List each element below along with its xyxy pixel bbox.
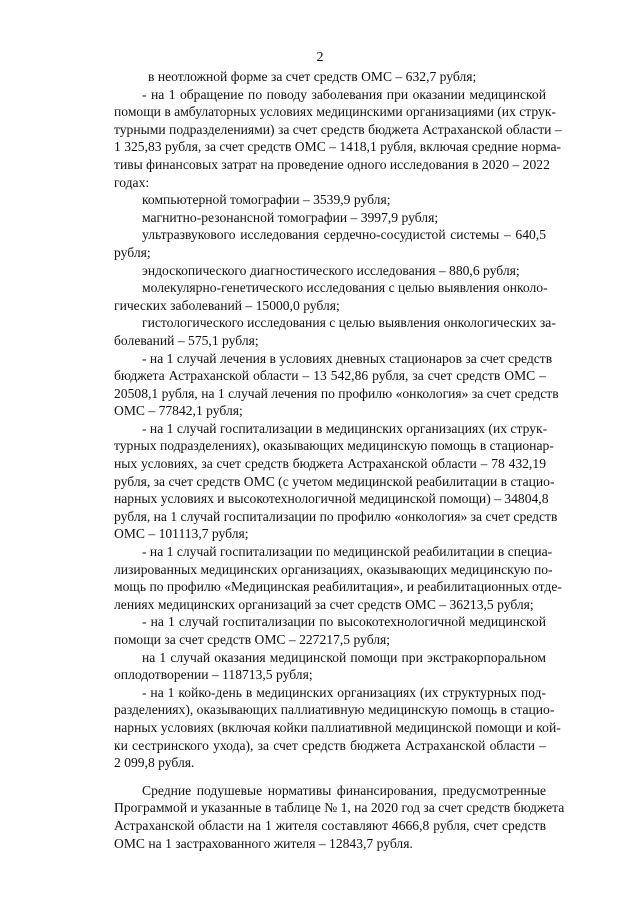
text-line: ки сестринского ухода), за счет средств бюджета Астраханской области –: [114, 737, 546, 753]
paragraph: [114, 613, 546, 648]
paragraph: [114, 420, 558, 543]
text-line: болеваний – 575,1 рубля;: [114, 332, 259, 348]
text-line: лениях медицинских организаций за счет средств ОМС – 36213,5 рубля;: [114, 596, 534, 612]
text-line: гических заболеваний – 15000,0 рубля;: [114, 297, 340, 313]
document-body: [114, 68, 565, 852]
text-line: на 1 случай оказания медицинской помощи при экстракорпоральном: [142, 649, 546, 665]
text-line: рубля;: [114, 244, 151, 260]
text-line: 20508,1 рубля, на 1 случай лечения по профилю «онкология» за счет средств: [114, 385, 559, 401]
text-line: бюджета Астраханской области – 13 542,86 рубля, за счет средств ОМС –: [114, 368, 546, 384]
text-line: в неотложной форме за счет средств ОМС – 632,7 рубля;: [148, 69, 477, 84]
text-line: 1 325,83 рубля, за счет средств ОМС – 1418,1 рубля, включая средние норма-: [114, 139, 562, 155]
text-line: турными подразделениями) за счет средств бюджета Астраханской области –: [114, 121, 562, 137]
paragraph: [114, 543, 562, 613]
paragraph: [114, 684, 561, 772]
text-line: ОМС на 1 застрахованного жителя – 12843,7 рубля.: [114, 835, 413, 851]
text-line: - на 1 случай госпитализации по высокотехнологичной медицинской: [142, 614, 546, 630]
text-line: нарных условиях и высокотехнологичной медицинской помощи) – 34804,8: [114, 491, 549, 507]
paragraph: [114, 649, 546, 684]
text-line: Средние подушевые нормативы финансирования, предусмотренные: [142, 782, 546, 798]
paragraph: [114, 782, 565, 852]
text-line: разделениях), оказывающих паллиативную медицинскую помощь в стацио-: [114, 702, 555, 718]
text-line: помощи за счет средств ОМС – 227217,5 рубля;: [114, 632, 391, 647]
text-line: помощи в амбулаторных условиях медицинскими организациями (их струк-: [114, 104, 556, 120]
text-line: - на 1 случай госпитализации в медицинских организациях (их струк-: [142, 420, 548, 436]
text-line: Программой и указанные в таблице № 1, на 2020 год за счет средств бюджета: [114, 800, 565, 816]
text-line: оплодотворении – 118713,5 рубля;: [114, 667, 313, 683]
paragraph: [114, 279, 546, 314]
text-line: - на 1 койко-день в медицинских организациях (их структурных под-: [142, 684, 546, 700]
text-line: годах:: [114, 174, 150, 190]
text-line: - на 1 случай лечения в условиях дневных стационаров за счет средств: [142, 350, 553, 366]
text-line: тивы финансовых затрат на проведение одного исследования в 2020 – 2022: [114, 156, 550, 172]
text-line: ультразвукового исследования сердечно-сосудистой системы – 640,5: [142, 227, 546, 243]
text-line: магнитно-резонансной томографии – 3997,9 рубля;: [142, 209, 439, 225]
text-line: - на 1 случай госпитализации по медицинской реабилитации в специа-: [142, 544, 553, 560]
text-line: - на 1 обращение по поводу заболевания при оказании медицинской: [142, 86, 546, 102]
text-line: Астраханской области на 1 жителя составляют 4666,8 рубля, счет средств: [114, 817, 546, 833]
paragraph: [114, 68, 546, 86]
text-line: гистологического исследования с целью выявления онкологических за-: [142, 315, 556, 331]
text-line: рубля, за счет средств ОМС (с учетом медицинской реабилитации в стацио-: [114, 473, 555, 489]
text-line: молекулярно-генетического исследования с целью выявления онколо-: [142, 280, 548, 296]
text-line: лизированных медицинских организациях, оказывающих медицинскую по-: [114, 561, 553, 577]
paragraph: [114, 191, 546, 209]
text-line: эндоскопического диагностического исследования – 880,6 рубля;: [142, 262, 520, 278]
paragraph: [114, 86, 562, 192]
text-line: ОМС – 101113,7 рубля;: [114, 526, 249, 542]
paragraph: [114, 226, 546, 261]
paragraph: [114, 209, 546, 227]
text-line: турных подразделениях), оказывающих медицинскую помощь в стационар-: [114, 438, 554, 454]
text-line: ных условиях, за счет средств бюджета Астраханской области – 78 432,19: [114, 456, 546, 472]
page-number: 2: [316, 50, 324, 65]
text-line: ОМС – 77842,1 рубля;: [114, 403, 243, 419]
text-line: нарных условиях (включая койки паллиативной медицинской помощи и кой-: [114, 719, 561, 735]
text-line: мощь по профилю «Медицинская реабилитация», и реабилитационных отде-: [114, 579, 562, 595]
paragraph: [114, 350, 559, 420]
text-line: рубля, на 1 случай госпитализации по профилю «онкология» за счет средств: [114, 508, 558, 524]
text-line: компьютерной томографии – 3539,9 рубля;: [142, 192, 391, 208]
paragraph: [114, 262, 546, 280]
text-line: 2 099,8 рубля.: [114, 755, 195, 771]
paragraph: [114, 314, 556, 349]
